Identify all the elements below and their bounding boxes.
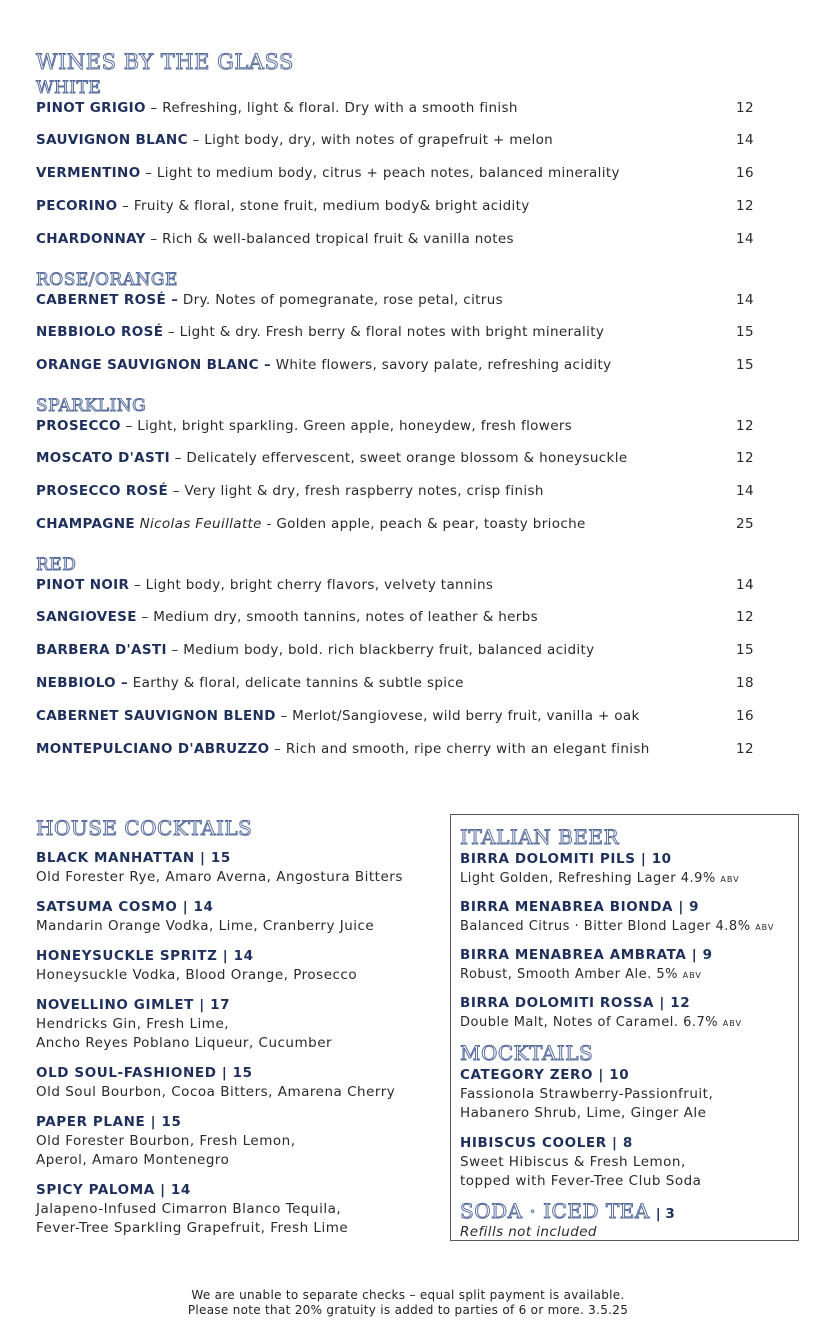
beer-list <box>460 849 798 1033</box>
mocktail-name: CATEGORY ZERO | 10 <box>460 1067 630 1083</box>
wine-notes: – Rich and smooth, ripe cherry with an elegant finish <box>269 741 650 757</box>
wine-name: CHARDONNAY <box>36 231 146 247</box>
wine-notes: Dry. Notes of pomegranate, rose petal, citrus <box>178 292 503 308</box>
wine-item <box>36 481 776 514</box>
abv-label: ABV <box>682 971 702 980</box>
wine-name: NEBBIOLO – <box>36 675 129 691</box>
beer-item <box>460 897 798 937</box>
wine-name: BARBERA D'ASTI <box>36 642 167 658</box>
wine-price: 18 <box>736 675 754 691</box>
cocktail-item <box>36 995 441 1053</box>
beer-notes: Double Malt, Notes of Caramel. 6.7% <box>460 1015 723 1030</box>
wine-name: MOSCATO D'ASTI <box>36 450 170 466</box>
wines-title: WINES BY THE GLASS <box>36 50 294 74</box>
soda-title: SODA · ICED TEA <box>460 1199 650 1223</box>
wine-description <box>36 355 611 375</box>
wine-price: 15 <box>736 324 754 340</box>
mocktail-ingredients: topped with Fever-Tree Club Soda <box>460 1173 702 1189</box>
wine-description <box>36 739 650 759</box>
wine-notes: – Merlot/Sangiovese, wild berry fruit, vanilla + oak <box>275 708 640 724</box>
mocktail-list <box>460 1065 798 1191</box>
beer-item <box>460 945 798 985</box>
wine-category-title: RED <box>36 555 77 575</box>
abv-label: ABV <box>720 875 740 884</box>
cocktail-ingredients: Old Forester Bourbon, Fresh Lemon, <box>36 1133 296 1149</box>
beer-item <box>460 993 798 1033</box>
beer-name: BIRRA MENABREA AMBRATA | 9 <box>460 947 713 963</box>
wine-item <box>36 514 776 547</box>
cocktail-item <box>36 897 441 936</box>
wine-categories <box>36 78 776 772</box>
wine-notes: – Light, bright sparkling. Green apple, honeydew, fresh flowers <box>120 418 573 434</box>
cocktails-section <box>36 816 441 1248</box>
wine-description <box>36 706 640 726</box>
beer-name: BIRRA MENABREA BIONDA | 9 <box>460 899 700 915</box>
wine-name: PROSECCO ROSÉ <box>36 483 169 499</box>
wine-name: NEBBIOLO ROSÉ <box>36 324 164 340</box>
wine-price: 14 <box>736 577 754 593</box>
mocktail-ingredients: Habanero Shrub, Lime, Ginger Ale <box>460 1105 707 1121</box>
wine-item <box>36 448 776 481</box>
wine-price: 14 <box>736 292 754 308</box>
wine-name: CABERNET ROSÉ – <box>36 292 179 308</box>
cocktail-item <box>36 946 441 985</box>
wine-price: 14 <box>736 231 754 247</box>
beer-notes: Robust, Smooth Amber Ale. 5% <box>460 967 683 982</box>
mocktail-item <box>460 1133 798 1191</box>
cocktail-item <box>36 848 441 887</box>
cocktail-ingredients: Old Forester Rye, Amaro Averna, Angostura Bitters <box>36 869 403 885</box>
wine-name: VERMENTINO <box>36 165 141 181</box>
wine-notes: – Refreshing, light & floral. Dry with a smooth finish <box>145 100 518 116</box>
wine-item <box>36 355 776 388</box>
wine-notes: – Rich & well-balanced tropical fruit & vanilla notes <box>145 231 514 247</box>
wine-item <box>36 229 776 262</box>
wine-name: PINOT GRIGIO <box>36 100 146 116</box>
wine-item <box>36 322 776 355</box>
wine-description <box>36 481 544 501</box>
wine-item <box>36 416 776 448</box>
wine-price: 14 <box>736 132 754 148</box>
wine-name: CABERNET SAUVIGNON BLEND <box>36 708 276 724</box>
wine-name: CHAMPAGNE <box>36 516 135 532</box>
wine-price: 15 <box>736 642 754 658</box>
beer-title: ITALIAN BEER <box>460 825 620 849</box>
cocktail-name: OLD SOUL-FASHIONED | 15 <box>36 1065 253 1081</box>
footer-line-2: Please note that 20% gratuity is added to parties of 6 or more. 3.5.25 <box>187 1303 629 1317</box>
beer-name: BIRRA DOLOMITI ROSSA | 12 <box>460 995 691 1011</box>
wine-item <box>36 163 776 196</box>
cocktail-ingredients: Fever-Tree Sparkling Grapefruit, Fresh Lime <box>36 1220 349 1236</box>
wine-notes: White flowers, savory palate, refreshing acidity <box>271 357 612 373</box>
beer-description <box>460 965 798 985</box>
wine-notes: – Light body, bright cherry flavors, velvety tannins <box>129 577 494 593</box>
mocktail-item <box>460 1065 798 1123</box>
wine-price: 12 <box>736 198 754 214</box>
cocktail-ingredients: Jalapeno-Infused Cimarron Blanco Tequila, <box>36 1201 342 1217</box>
soda-note: Refills not included <box>460 1224 597 1240</box>
wine-category-title: WHITE <box>36 78 102 98</box>
cocktail-item <box>36 1063 441 1102</box>
wine-item <box>36 607 776 640</box>
wine-name: MONTEPULCIANO D'ABRUZZO <box>36 741 270 757</box>
wine-price: 16 <box>736 165 754 181</box>
wine-item <box>36 196 776 229</box>
footer-line-1: We are unable to separate checks – equal split payment is available. <box>191 1288 625 1302</box>
footer-notice <box>0 1288 816 1318</box>
wine-item <box>36 290 776 322</box>
wine-notes: – Fruity & floral, stone fruit, medium body& bright acidity <box>117 198 530 214</box>
cocktail-name: NOVELLINO GIMLET | 17 <box>36 997 231 1013</box>
soda-row <box>460 1199 798 1223</box>
wine-notes: – Medium dry, smooth tannins, notes of leather & herbs <box>136 609 539 625</box>
cocktail-name: HONEYSUCKLE SPRITZ | 14 <box>36 948 254 964</box>
cocktail-name: BLACK MANHATTAN | 15 <box>36 850 231 866</box>
wine-description <box>36 640 594 660</box>
cocktails-title: HOUSE COCKTAILS <box>36 816 253 840</box>
wine-item <box>36 640 776 673</box>
mocktails-title: MOCKTAILS <box>460 1041 594 1065</box>
wine-item <box>36 706 776 739</box>
cocktail-ingredients: Mandarin Orange Vodka, Lime, Cranberry Juice <box>36 918 375 934</box>
wine-price: 15 <box>736 357 754 373</box>
wine-price: 25 <box>736 516 754 532</box>
wine-name: PECORINO <box>36 198 118 214</box>
abv-label: ABV <box>722 1019 742 1028</box>
wine-description <box>36 130 553 150</box>
wine-item <box>36 575 776 607</box>
wine-notes: – Light body, dry, with notes of grapefruit + melon <box>187 132 554 148</box>
wine-price: 12 <box>736 609 754 625</box>
wine-description <box>36 448 627 468</box>
cocktail-name: SPICY PALOMA | 14 <box>36 1182 191 1198</box>
wine-price: 12 <box>736 418 754 434</box>
cocktail-name: SATSUMA COSMO | 14 <box>36 899 214 915</box>
cocktail-name: PAPER PLANE | 15 <box>36 1114 182 1130</box>
beer-description <box>460 869 798 889</box>
wine-description <box>36 416 572 436</box>
wine-notes: – Light to medium body, citrus + peach notes, balanced minerality <box>140 165 620 181</box>
wine-description <box>36 673 464 693</box>
wine-price: 12 <box>736 741 754 757</box>
wine-name: SAUVIGNON BLANC <box>36 132 188 148</box>
beer-mocktail-box <box>450 814 799 1241</box>
mocktail-ingredients: Fassionola Strawberry-Passionfruit, <box>460 1086 714 1102</box>
cocktail-item <box>36 1112 441 1170</box>
wine-item <box>36 130 776 163</box>
beer-item <box>460 849 798 889</box>
wine-notes: - Golden apple, peach & pear, toasty brioche <box>261 516 586 532</box>
wine-notes: Earthy & floral, delicate tannins & subtle spice <box>128 675 464 691</box>
wine-description <box>36 575 493 595</box>
wine-item <box>36 739 776 772</box>
wine-price: 12 <box>736 450 754 466</box>
wine-notes: – Light & dry. Fresh berry & floral notes with bright minerality <box>163 324 605 340</box>
soda-price: | 3 <box>655 1206 675 1222</box>
wine-name: SANGIOVESE <box>36 609 137 625</box>
mocktail-ingredients: Sweet Hibiscus & Fresh Lemon, <box>460 1154 686 1170</box>
cocktail-item <box>36 1180 441 1238</box>
wine-item <box>36 673 776 706</box>
cocktail-ingredients: Hendricks Gin, Fresh Lime, <box>36 1016 230 1032</box>
abv-label: ABV <box>755 923 775 932</box>
wine-description <box>36 98 518 118</box>
cocktail-ingredients: Ancho Reyes Poblano Liqueur, Cucumber <box>36 1035 333 1051</box>
cocktail-ingredients: Honeysuckle Vodka, Blood Orange, Prosecco <box>36 967 358 983</box>
wine-item <box>36 98 776 130</box>
wine-price: 12 <box>736 100 754 116</box>
beer-description <box>460 1013 798 1033</box>
wine-name: PINOT NOIR <box>36 577 130 593</box>
mocktail-name: HIBISCUS COOLER | 8 <box>460 1135 633 1151</box>
cocktail-list <box>36 848 441 1238</box>
wine-description <box>36 607 538 627</box>
cocktail-ingredients: Aperol, Amaro Montenegro <box>36 1152 230 1168</box>
wine-category-title: SPARKLING <box>36 396 147 416</box>
wine-description <box>36 514 586 534</box>
wine-notes: – Medium body, bold. rich blackberry fruit, balanced acidity <box>166 642 595 658</box>
wine-description <box>36 322 604 342</box>
wine-description <box>36 196 530 216</box>
wine-description <box>36 163 620 183</box>
cocktail-ingredients: Old Soul Bourbon, Cocoa Bitters, Amarena Cherry <box>36 1084 396 1100</box>
wine-price: 16 <box>736 708 754 724</box>
wine-name: PROSECCO <box>36 418 121 434</box>
beer-notes: Light Golden, Refreshing Lager 4.9% <box>460 871 721 886</box>
wine-name: ORANGE SAUVIGNON BLANC – <box>36 357 272 373</box>
wine-description <box>36 229 514 249</box>
wine-notes: – Delicately effervescent, sweet orange blossom & honeysuckle <box>169 450 628 466</box>
wine-price: 14 <box>736 483 754 499</box>
beer-description <box>460 917 798 937</box>
beer-notes: Balanced Citrus · Bitter Blond Lager 4.8% <box>460 919 756 934</box>
wine-producer: Nicolas Feuillatte <box>139 516 262 532</box>
wine-notes: – Very light & dry, fresh raspberry notes, crisp finish <box>168 483 544 499</box>
wines-section <box>36 50 776 772</box>
beer-name: BIRRA DOLOMITI PILS | 10 <box>460 851 672 867</box>
wine-category-title: ROSE/ORANGE <box>36 270 178 290</box>
wine-description <box>36 290 503 310</box>
